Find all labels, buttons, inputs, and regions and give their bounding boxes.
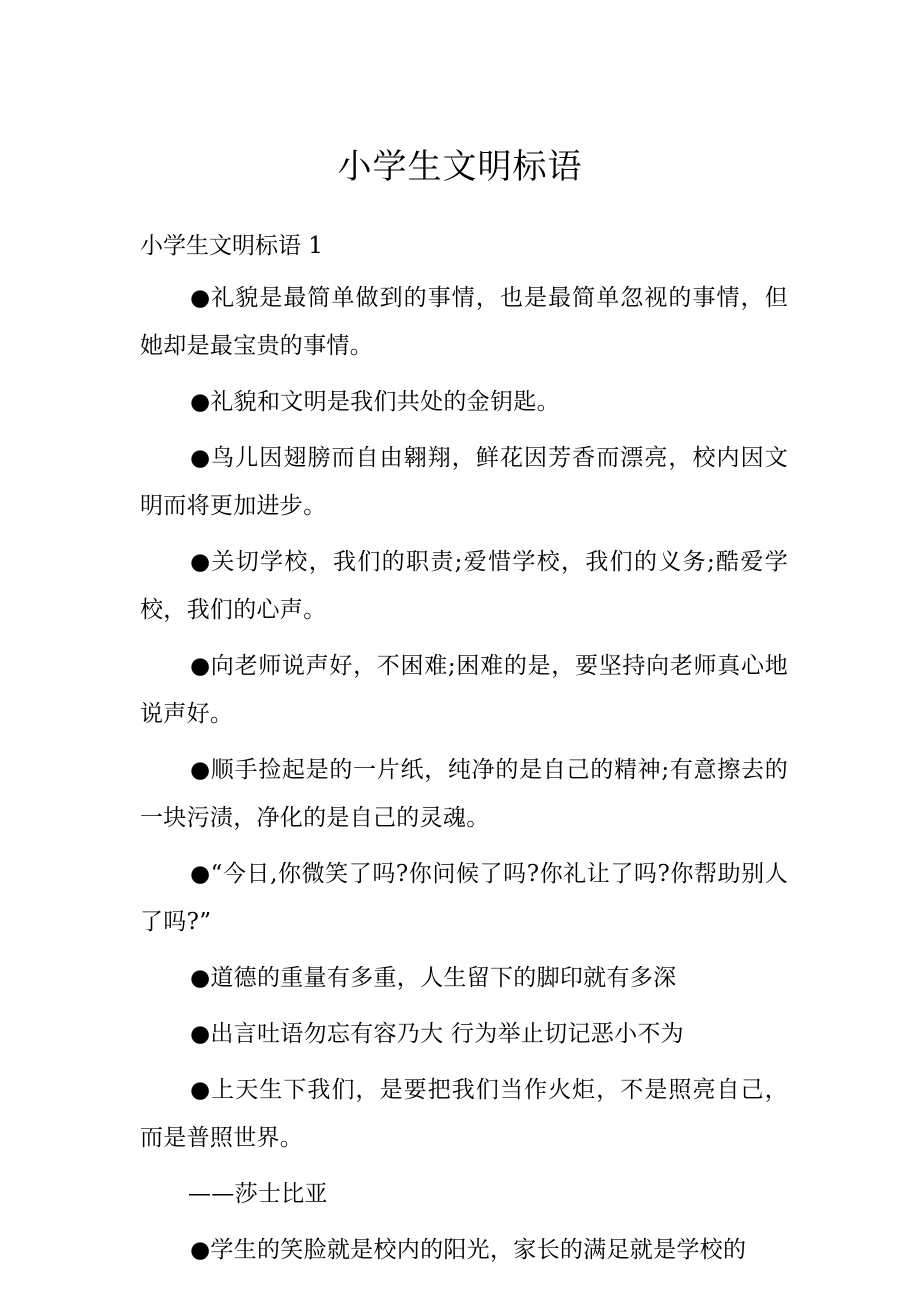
slogan-paragraph: ●出言吐语勿忘有容乃大 行为举止切记恶小不为	[190, 1021, 684, 1047]
document-title: 小学生文明标语	[337, 147, 583, 187]
slogan-paragraph: ●礼貌是最简单做到的事情，也是最简单忽视的事情，但她却是最宝贵的事情。	[140, 285, 788, 359]
section-heading: 小学生文明标语 1	[140, 233, 323, 259]
slogan-paragraph: ●鸟儿因翅膀而自由翱翔，鲜花因芳香而漂亮，校内因文明而将更加进步。	[140, 445, 788, 519]
slogan-paragraph: ●向老师说声好，不困难;困难的是，要坚持向老师真心地说声好。	[140, 653, 788, 727]
slogan-paragraph: ●“今日,你微笑了吗?你问候了吗?你礼让了吗?你帮助别人了吗?”	[140, 861, 788, 935]
slogan-paragraph: ●关切学校，我们的职责;爱惜学校，我们的义务;酷爱学校，我们的心声。	[140, 549, 788, 623]
slogan-paragraph: ●上天生下我们，是要把我们当作火炬，不是照亮自己，而是普照世界。	[140, 1077, 788, 1151]
slogan-paragraph: ●学生的笑脸就是校内的阳光，家长的满足就是学校的	[190, 1237, 747, 1263]
slogan-paragraph: ●顺手捡起是的一片纸，纯净的是自己的精神;有意擦去的一块污渍，净化的是自己的灵魂。	[140, 757, 788, 831]
slogan-paragraph: ●道德的重量有多重，人生留下的脚印就有多深	[190, 965, 677, 991]
slogan-paragraph: ●礼貌和文明是我们共处的金钥匙。	[190, 389, 560, 415]
document-body	[140, 274, 788, 1282]
quote-attribution: ——莎士比亚	[188, 1181, 328, 1207]
